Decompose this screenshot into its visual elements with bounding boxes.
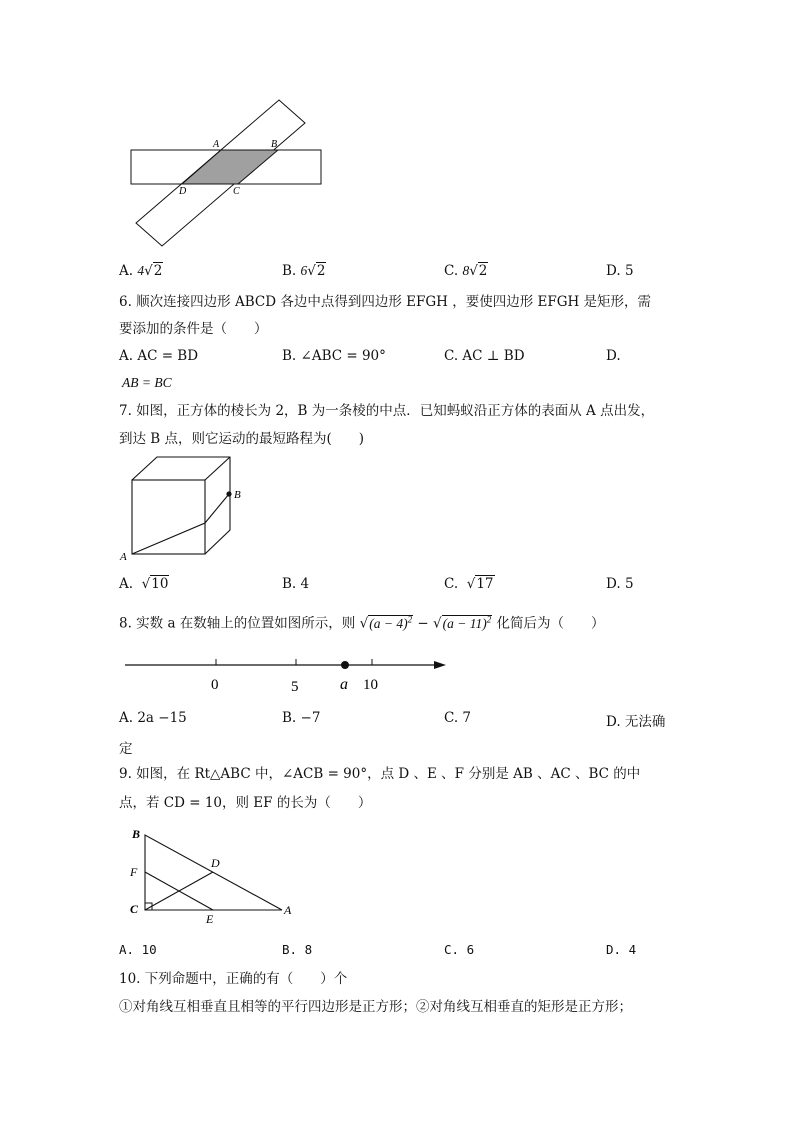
q6-option-a: A. AC = BD bbox=[119, 348, 199, 364]
option-letter: D. bbox=[606, 263, 621, 279]
q9-option-b: B. 8 bbox=[282, 942, 313, 957]
q7-stem-line1: 7. 如图，正方体的棱长为 2，B 为一条棱的中点．已知蚂蚁沿正方体的表面从 A 点出发， bbox=[119, 403, 655, 419]
cube-back-edges bbox=[132, 457, 230, 554]
q9-option-a: A. 10 bbox=[119, 942, 157, 957]
q8-option-d-cont: 定 bbox=[119, 741, 133, 757]
axis-arrow bbox=[434, 661, 446, 669]
label-a: a bbox=[340, 676, 348, 693]
sqrt-symbol: $√(a - 11)^2$ bbox=[432, 614, 492, 632]
point-a bbox=[341, 661, 349, 669]
label-d: D bbox=[211, 856, 220, 870]
sqrt-symbol: √17 bbox=[466, 576, 494, 592]
q10-stem-line2: ①对角线互相垂直且相等的平行四边形是正方形；②对角线互相垂直的矩形是正方形； bbox=[119, 999, 632, 1015]
q9-stem-line2: 点，若 CD = 10，则 EF 的长为（ ） bbox=[119, 795, 372, 811]
option-text: 5 bbox=[624, 576, 634, 592]
radicand-1 bbox=[368, 615, 413, 631]
q5-option-c bbox=[444, 263, 488, 279]
label-c: C bbox=[130, 902, 139, 916]
label-b: B bbox=[271, 139, 278, 150]
figure-q9-triangle bbox=[125, 823, 305, 928]
q8-stem bbox=[119, 610, 605, 633]
q7-option-b bbox=[282, 576, 309, 592]
option-text: 4 bbox=[300, 576, 310, 592]
label-e: E bbox=[206, 912, 214, 926]
option-coef: 8 bbox=[462, 263, 470, 278]
option-text: 5 bbox=[624, 263, 634, 279]
q5-option-a bbox=[119, 263, 163, 279]
radicand: 10 bbox=[151, 576, 169, 592]
expr-2: (a − 11) bbox=[442, 615, 487, 631]
figure-q5 bbox=[125, 95, 335, 255]
shaded-parallelogram bbox=[182, 150, 278, 184]
label-a: A bbox=[120, 551, 127, 563]
q8-stem-post: 化简后为（ ） bbox=[496, 615, 605, 632]
label-a: A bbox=[284, 903, 292, 917]
q7-stem-line2: 到达 B 点，则它运动的最短路程为( ) bbox=[119, 431, 365, 447]
q5-option-b bbox=[282, 263, 326, 279]
q6-stem-line1: 6. 顺次连接四边形 ABCD 各边中点得到四边形 EFGH ，要使四边形 EFGH 是矩形，需 bbox=[119, 294, 652, 310]
point-b bbox=[226, 491, 231, 496]
q7-option-a bbox=[119, 576, 169, 592]
tick-label-5: 5 bbox=[291, 679, 299, 695]
q9-stem-line1: 9. 如图，在 Rt△ABC 中，∠ACB = 90°，点 D 、E 、F 分别是 AB 、AC 、BC 的中 bbox=[119, 766, 641, 782]
q9-option-c: C. 6 bbox=[444, 942, 475, 957]
figure-q8-number-line bbox=[120, 650, 450, 695]
cube-edge bbox=[205, 457, 230, 480]
cube-front-face bbox=[132, 480, 205, 554]
q10-stem-line1: 10. 下列命题中，正确的有（ ）个 bbox=[119, 971, 348, 987]
radicand: 17 bbox=[476, 576, 494, 592]
label-c: C bbox=[233, 186, 240, 197]
option-letter: C. bbox=[444, 263, 459, 279]
q6-option-c: C. AC ⊥ BD bbox=[444, 348, 525, 364]
q6-option-d: D. bbox=[606, 348, 621, 364]
tick-label-0: 0 bbox=[211, 677, 219, 693]
radicand: 2 bbox=[478, 263, 488, 279]
option-letter: A. bbox=[119, 263, 134, 279]
q5-option-d bbox=[606, 263, 634, 279]
q6-option-d-text: AB = BC bbox=[122, 375, 172, 390]
q7-option-d bbox=[606, 576, 634, 592]
label-a: A bbox=[213, 139, 220, 150]
q8-option-a: A. 2a −15 bbox=[119, 710, 187, 726]
q8-option-b: B. −7 bbox=[282, 710, 321, 726]
option-letter: C. bbox=[444, 576, 459, 592]
q6-option-b: B. ∠ABC = 90° bbox=[282, 348, 386, 364]
figure-q7-cube bbox=[115, 450, 255, 565]
label-b: B bbox=[132, 827, 141, 841]
radicand: 2 bbox=[153, 263, 163, 279]
label-f: F bbox=[130, 865, 138, 879]
exponent: 2 bbox=[486, 614, 492, 624]
sqrt-symbol: √2 bbox=[469, 263, 488, 279]
label-b: B bbox=[234, 489, 241, 501]
radicand-2 bbox=[442, 615, 493, 631]
option-letter: B. bbox=[282, 263, 297, 279]
option-letter: A. bbox=[119, 576, 134, 592]
q6-stem-line2: 要添加的条件是（ ） bbox=[119, 321, 268, 337]
sqrt-symbol: $√(a - 4)^2$ bbox=[359, 614, 413, 632]
q9-option-d: D. 4 bbox=[606, 942, 637, 957]
q7-option-c bbox=[444, 576, 495, 592]
expr-1: (a − 4) bbox=[369, 615, 408, 631]
sqrt-symbol: √2 bbox=[307, 263, 326, 279]
option-coef: 4 bbox=[137, 263, 145, 278]
sqrt-symbol: √2 bbox=[144, 263, 163, 279]
option-letter: D. bbox=[606, 576, 621, 592]
q8-option-c: C. 7 bbox=[444, 710, 472, 726]
label-d: D bbox=[179, 186, 187, 197]
option-coef: 6 bbox=[300, 263, 308, 278]
q8-option-d: D. 无法确 bbox=[606, 714, 666, 730]
radicand: 2 bbox=[316, 263, 326, 279]
option-letter: B. bbox=[282, 576, 297, 592]
exponent: 2 bbox=[407, 614, 413, 624]
q8-stem-pre: 8. 实数 a 在数轴上的位置如图所示，则 bbox=[119, 615, 356, 632]
tick-label-10: 10 bbox=[363, 677, 378, 693]
minus-sign: − bbox=[417, 615, 429, 632]
sqrt-symbol: √10 bbox=[141, 576, 169, 592]
